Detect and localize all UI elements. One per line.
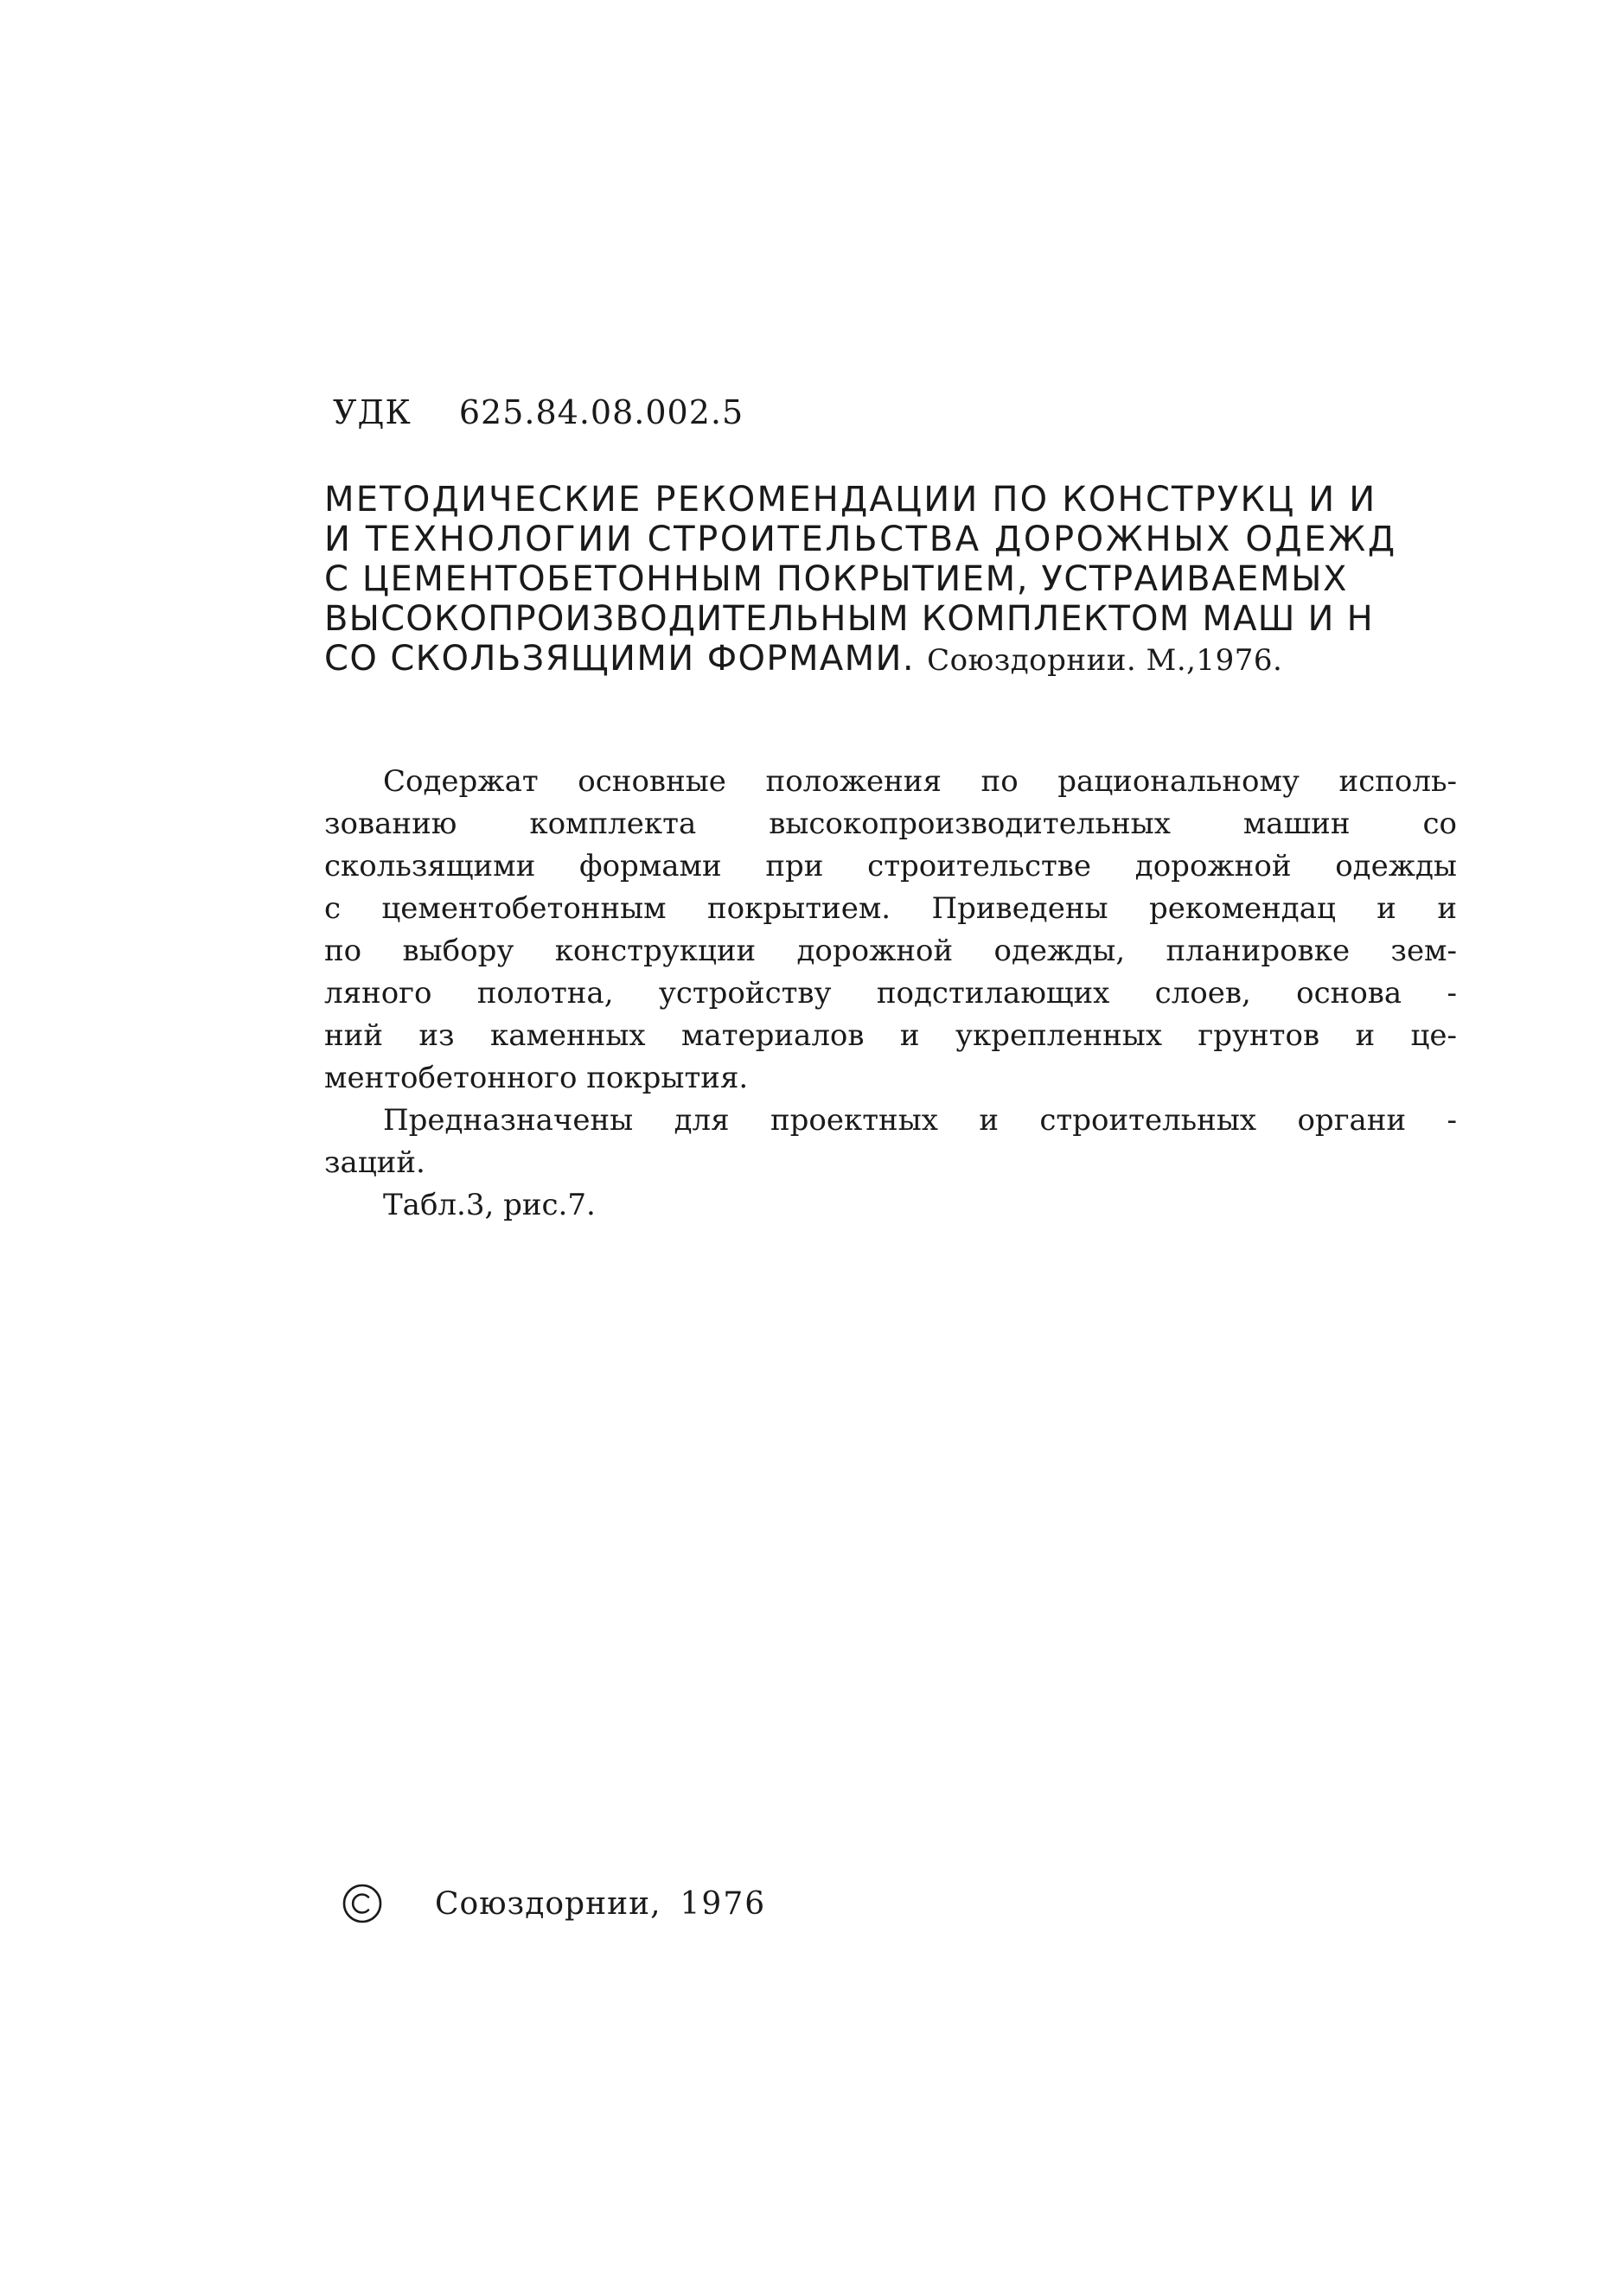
title-line: И ТЕХНОЛОГИИ СТРОИТЕЛЬСТВА ДОРОЖНЫХ ОДЕЖД bbox=[324, 520, 1397, 559]
abstract-line: Содержат основные положения по рациональному исполь- bbox=[383, 764, 1457, 799]
document-title bbox=[324, 480, 1431, 680]
abstract-line: Предназначены для проектных и строительных органи - bbox=[383, 1103, 1457, 1138]
abstract-line: ний из каменных материалов и укрепленных грунтов и це- bbox=[324, 1018, 1457, 1053]
copyright-holder: Союздорнии, bbox=[435, 1885, 661, 1922]
abstract-line: ляного полотна, устройству подстилающих слоев, основа - bbox=[324, 976, 1457, 1011]
udk-code: 625.84.08.002.5 bbox=[458, 393, 744, 431]
abstract-paragraph-3 bbox=[324, 1184, 1457, 1227]
abstract-line: заций. bbox=[324, 1145, 425, 1180]
title-citation: Союздорнии. М.,1976. bbox=[927, 643, 1283, 678]
title-line: С ЦЕМЕНТОБЕТОННЫМ ПОКРЫТИЕМ, УСТРАИВАЕМЫХ bbox=[324, 559, 1349, 599]
abstract-line: по выбору конструкции дорожной одежды, планировке зем- bbox=[324, 934, 1457, 968]
abstract-line: ментобетонного покрытия. bbox=[324, 1061, 749, 1095]
abstract-paragraph-1 bbox=[324, 761, 1457, 1100]
title-line-last bbox=[324, 639, 1431, 680]
title-line: МЕТОДИЧЕСКИЕ РЕКОМЕНДАЦИИ ПО КОНСТРУКЦ И И bbox=[324, 480, 1377, 520]
udk-label: УДК bbox=[333, 393, 412, 431]
abstract bbox=[324, 761, 1457, 1227]
copyright-icon bbox=[342, 1883, 383, 1924]
tables-figures-count: Табл.3, рис.7. bbox=[383, 1188, 596, 1222]
title-line: ВЫСОКОПРОИЗВОДИТЕЛЬНЫМ КОМПЛЕКТОМ МАШ И Н bbox=[324, 599, 1374, 639]
copyright-notice bbox=[342, 1883, 766, 1924]
abstract-line: скользящими формами при строительстве дорожной одежды bbox=[324, 849, 1457, 883]
abstract-line: зованию комплекта высокопроизводительных машин со bbox=[324, 807, 1457, 841]
udk-line bbox=[333, 393, 744, 431]
abstract-line: с цементобетонным покрытием. Приведены рекомендац и и bbox=[324, 891, 1457, 926]
abstract-paragraph-2 bbox=[324, 1100, 1457, 1184]
title-line: СО СКОЛЬЗЯЩИМИ ФОРМАМИ. bbox=[324, 639, 915, 679]
copyright-year: 1976 bbox=[680, 1885, 767, 1922]
